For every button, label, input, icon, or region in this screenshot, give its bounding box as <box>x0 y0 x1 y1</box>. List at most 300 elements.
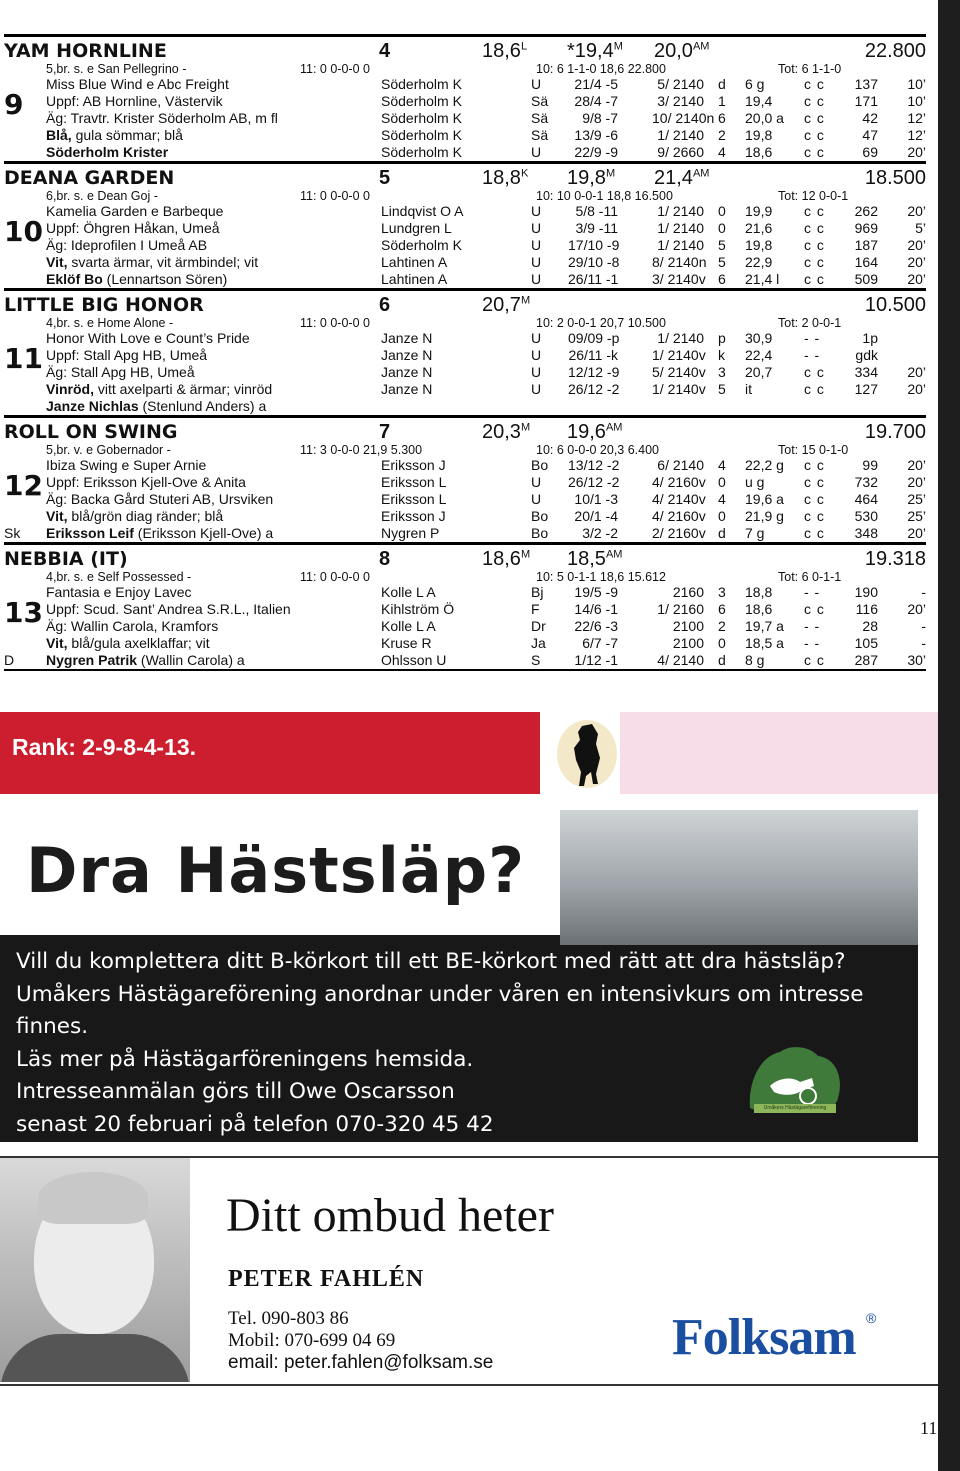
horse-entry <box>4 161 926 288</box>
start-row <box>4 144 926 161</box>
start-date: 29/10 -8 <box>568 254 620 270</box>
hastslap-ad <box>0 810 918 1142</box>
start-time: 19,9 <box>745 203 773 219</box>
start-odds: 42 <box>862 110 878 126</box>
ad-line: Umåkers Hästägareförening anordnar under våren en intensivkurs om intresse finnes. <box>16 981 864 1040</box>
start-shoe-code: c c <box>804 110 825 126</box>
start-date: 1/12 -1 <box>574 652 618 668</box>
rank-box <box>0 712 540 794</box>
stats-year-11: 11: 0 0-0-0 0 <box>300 570 370 584</box>
owner: Äg: Ideprofilen I Umeå AB <box>46 237 208 253</box>
start-driver: Söderholm K <box>381 144 462 160</box>
post-position-number: 9 <box>4 88 24 121</box>
start-row <box>4 398 926 415</box>
start-shoe-code: - - <box>804 584 821 600</box>
start-time: 21,6 <box>745 220 773 236</box>
start-odds: 732 <box>854 474 878 490</box>
start-odds: 116 <box>855 601 878 617</box>
start-distance: 5/ 2140v <box>652 364 706 380</box>
pedigree: Kamelia Garden e Barbeque <box>46 203 224 219</box>
record-1-sup: K <box>520 167 529 180</box>
start-shoe-code: c c <box>804 237 825 253</box>
start-shoe-code: c c <box>804 525 825 541</box>
horse-program-number: 5 <box>379 167 391 189</box>
start-odds: 164 <box>854 254 878 270</box>
stats-total: Tot: 15 0-1-0 <box>778 443 849 457</box>
trainer-name: (Lennartson Sören) <box>102 271 228 287</box>
record-3 <box>654 40 709 63</box>
horse-header <box>4 164 926 189</box>
driver-name: Eriksson Leif <box>46 525 134 541</box>
post-position-number: 11 <box>4 342 43 375</box>
start-distance: 1/ 2140 <box>657 203 704 219</box>
start-driver: Söderholm K <box>381 110 462 126</box>
horse-name: LITTLE BIG HONOR <box>4 294 204 316</box>
start-track: Sä <box>531 127 549 143</box>
start-track: U <box>531 474 542 490</box>
horse-info: 5,br. v. e Gobernador - <box>46 443 171 457</box>
start-shoe-code: c c <box>804 271 825 287</box>
start-odds: 99 <box>862 457 878 473</box>
racing-colors <box>46 381 272 398</box>
start-distance: 1/ 2160 <box>657 601 704 617</box>
start-driver: Eriksson L <box>381 474 447 490</box>
record-2 <box>567 167 615 190</box>
start-track: Bo <box>531 525 549 541</box>
start-distance: 1/ 2140 <box>657 127 704 143</box>
start-date: 26/12 -2 <box>568 474 620 490</box>
record-1-value: 20,3 <box>482 421 521 443</box>
start-placing: 6 <box>718 110 726 126</box>
record-1 <box>482 167 528 190</box>
start-time: 8 g <box>745 652 765 668</box>
start-odds: 464 <box>854 491 878 507</box>
horse-stats-row <box>4 62 926 76</box>
driver <box>46 652 245 669</box>
start-prize: - <box>921 635 926 651</box>
start-driver: Lahtinen A <box>381 271 448 287</box>
start-prize: 20’ <box>907 381 926 397</box>
ombud-ad <box>0 1156 938 1386</box>
start-placing: d <box>718 652 726 668</box>
racing-colors-rest: gula sömmar; blå <box>71 127 183 143</box>
stats-year-10: 10: 10 0-0-1 18,8 16.500 <box>536 189 673 203</box>
record-1-value: 20,7 <box>482 294 521 316</box>
start-placing: 3 <box>718 364 726 380</box>
horse-entry <box>4 34 926 161</box>
racing-colors-rest: blå/gula axelklaffar; vit <box>67 635 210 651</box>
horse-name: ROLL ON SWING <box>4 421 178 443</box>
rank-pink-panel <box>620 712 938 794</box>
record-3-sup: AM <box>692 167 710 180</box>
start-track: U <box>531 330 542 346</box>
start-time: 19,8 <box>745 237 773 253</box>
start-row <box>4 127 926 144</box>
stats-year-11: 11: 0 0-0-0 0 <box>300 62 370 76</box>
start-placing: 5 <box>718 237 726 253</box>
start-time: 30,9 <box>745 330 773 346</box>
breeder: Uppf: AB Hornline, Västervik <box>46 93 223 109</box>
start-prize: - <box>921 584 926 600</box>
start-placing: 2 <box>718 127 726 143</box>
start-prize: 12’ <box>907 127 926 143</box>
start-odds: 334 <box>854 364 878 380</box>
agent-mobile: Mobil: 070-699 04 69 <box>228 1330 396 1351</box>
horse-name: YAM HORNLINE <box>4 40 167 62</box>
start-date: 19/5 -9 <box>574 584 618 600</box>
trailer-photo <box>560 810 918 945</box>
start-odds: 47 <box>862 127 878 143</box>
start-driver: Lindqvist O A <box>381 203 464 219</box>
driver-name: Nygren Patrik <box>46 652 138 668</box>
start-driver: Nygren P <box>381 525 440 541</box>
record-2-value: *19,4 <box>567 40 614 62</box>
racing-colors <box>46 508 223 525</box>
start-date: 6/7 -7 <box>582 635 618 651</box>
start-shoe-code: c c <box>804 491 825 507</box>
horse-prize-money: 19.700 <box>864 421 926 443</box>
pedigree: Miss Blue Wind e Abc Freight <box>46 76 229 92</box>
start-driver: Lundgren L <box>381 220 452 236</box>
start-time: 19,4 <box>745 93 773 109</box>
start-track: U <box>531 271 542 287</box>
start-row <box>4 347 926 364</box>
start-date: 14/6 -1 <box>574 601 618 617</box>
start-shoe-code: - - <box>804 635 821 651</box>
record-1-sup: M <box>520 421 531 434</box>
start-shoe-code: c c <box>804 457 825 473</box>
start-row <box>4 381 926 398</box>
start-odds: 171 <box>854 93 878 109</box>
start-prize: - <box>921 618 926 634</box>
start-prize: 20’ <box>907 474 926 490</box>
start-placing: 5 <box>718 254 726 270</box>
start-prize: 30’ <box>907 652 926 668</box>
start-date: 28/4 -7 <box>574 93 618 109</box>
horse-header <box>4 545 926 570</box>
record-1 <box>482 40 527 63</box>
start-row <box>4 271 926 288</box>
horse-header <box>4 291 926 316</box>
start-time: it <box>745 381 752 397</box>
trainer-name: (Stenlund Anders) a <box>138 398 267 414</box>
start-odds: 69 <box>862 144 878 160</box>
horse-program-number: 6 <box>379 294 391 316</box>
start-odds: 105 <box>854 635 878 651</box>
start-odds: 348 <box>854 525 878 541</box>
start-driver: Janze N <box>381 330 433 346</box>
start-row <box>4 525 926 542</box>
page-number: 11 <box>920 1418 938 1438</box>
racing-colors-rest: vitt axelparti & ärmar; vinröd <box>93 381 273 397</box>
start-shoe-code: c c <box>804 254 825 270</box>
start-prize: 20’ <box>907 364 926 380</box>
start-prize: 20’ <box>907 144 926 160</box>
start-prize: 20’ <box>907 457 926 473</box>
pedigree: Ibiza Swing e Super Arnie <box>46 457 207 473</box>
record-2 <box>567 40 623 63</box>
start-distance: 4/ 2140 <box>657 652 704 668</box>
start-placing: 4 <box>718 457 726 473</box>
racing-colors <box>46 127 183 144</box>
post-position-number: 12 <box>4 469 43 502</box>
start-shoe-code: c c <box>804 203 825 219</box>
stats-year-11: 11: 3 0-0-0 21,9 5.300 <box>300 443 423 457</box>
stats-total: Tot: 12 0-0-1 <box>778 189 849 203</box>
horse-stats-row <box>4 570 926 584</box>
start-placing: 3 <box>718 584 726 600</box>
record-3-sup: AM <box>692 40 710 53</box>
horse-program-number: 7 <box>379 421 391 443</box>
driver-name: Eklöf Bo <box>46 271 103 287</box>
start-prize: 5’ <box>915 220 926 236</box>
record-2-value: 19,8 <box>567 167 606 189</box>
start-placing: 0 <box>718 220 726 236</box>
start-driver: Kolle L A <box>381 618 436 634</box>
start-distance: 1/ 2140 <box>657 330 704 346</box>
start-placing: 4 <box>718 144 726 160</box>
start-driver: Eriksson J <box>381 457 446 473</box>
horse-tag: D <box>4 652 15 668</box>
record-1-sup: L <box>520 40 528 53</box>
start-shoe-code: - - <box>804 347 821 363</box>
horse-icon <box>552 714 622 792</box>
ad-title: Dra Hästsläp? <box>26 834 526 907</box>
start-row <box>4 254 926 271</box>
start-date: 13/12 -2 <box>568 457 620 473</box>
start-prize: 25’ <box>907 508 926 524</box>
start-placing: 0 <box>718 474 726 490</box>
start-row <box>4 457 926 474</box>
start-track: U <box>531 491 542 507</box>
ombud-title: Ditt ombud heter <box>226 1189 554 1242</box>
start-row <box>4 584 926 601</box>
portrait-hair <box>38 1172 148 1224</box>
start-time: u g <box>745 474 765 490</box>
stats-year-10: 10: 5 0-1-1 18,6 15.612 <box>536 570 666 584</box>
start-track: S <box>531 652 541 668</box>
start-distance: 10/ 2140n <box>652 110 715 126</box>
start-shoe-code: c c <box>804 474 825 490</box>
record-1 <box>482 294 530 317</box>
start-driver: Söderholm K <box>381 76 462 92</box>
start-time: 21,9 g <box>745 508 784 524</box>
driver <box>46 144 168 161</box>
rank-text: Rank: 2-9-8-4-13. <box>12 734 197 760</box>
start-date: 22/6 -3 <box>574 618 618 634</box>
start-track: U <box>531 237 542 253</box>
agent-name: PETER FAHLÉN <box>228 1266 425 1292</box>
start-placing: 2 <box>718 618 726 634</box>
horse-info: 5,br. s. e San Pellegrino - <box>46 62 187 76</box>
start-placing: 6 <box>718 271 726 287</box>
start-distance: 5/ 2140 <box>657 76 704 92</box>
start-shoe-code: c c <box>804 220 825 236</box>
pedigree: Honor With Love e Count’s Pride <box>46 330 250 346</box>
record-1-sup: M <box>520 548 531 561</box>
start-time: 22,4 <box>745 347 773 363</box>
start-placing: 6 <box>718 601 726 617</box>
start-track: U <box>531 220 542 236</box>
record-2-value: 18,5 <box>567 548 606 570</box>
start-driver: Eriksson L <box>381 491 447 507</box>
breeder: Uppf: Scud. Sant’ Andrea S.R.L., Italien <box>46 601 291 617</box>
horse-stats-row <box>4 443 926 457</box>
start-date: 20/1 -4 <box>574 508 618 524</box>
start-date: 17/10 -9 <box>568 237 620 253</box>
start-distance: 2100 <box>672 635 704 651</box>
stats-total: Tot: 2 0-0-1 <box>778 316 842 330</box>
start-distance: 1/ 2140v <box>652 347 706 363</box>
folksam-logo: Folksam <box>672 1309 856 1366</box>
start-placing: 1 <box>718 93 726 109</box>
start-time: 18,5 a <box>745 635 784 651</box>
racing-colors-main: Blå, <box>46 127 72 143</box>
start-distance: 1/ 2140v <box>652 381 706 397</box>
horse-tag: Sk <box>4 525 21 541</box>
record-3 <box>654 167 709 190</box>
logo-caption-text: Umåkers Hästägareförening <box>763 1105 827 1111</box>
start-track: Dr <box>531 618 546 634</box>
start-prize: 20’ <box>907 601 926 617</box>
start-date: 26/12 -2 <box>568 381 620 397</box>
start-time: 18,6 <box>745 144 773 160</box>
racing-colors-main: Vit, <box>46 254 68 270</box>
start-time: 22,2 g <box>745 457 784 473</box>
racing-colors-main: Vit, <box>46 635 68 651</box>
start-track: Bj <box>531 584 544 600</box>
start-time: 6 g <box>745 76 765 92</box>
start-distance: 1/ 2140 <box>657 220 704 236</box>
ad-line: Intresseanmälan görs till Owe Oscarsson <box>16 1079 455 1105</box>
record-1-value: 18,6 <box>482 40 521 62</box>
start-shoe-code: - - <box>804 330 821 346</box>
start-date: 21/4 -5 <box>574 76 618 92</box>
start-row <box>4 93 926 110</box>
horse-prize-money: 22.800 <box>864 40 926 62</box>
stats-year-10: 10: 6 0-0-0 20,3 6.400 <box>536 443 660 457</box>
horse-name: DEANA GARDEN <box>4 167 175 189</box>
horse-stats-row <box>4 316 926 330</box>
start-track: U <box>531 76 542 92</box>
start-shoe-code: c c <box>804 652 825 668</box>
driver <box>46 271 227 288</box>
start-odds: 530 <box>854 508 878 524</box>
start-distance: 1/ 2140 <box>657 237 704 253</box>
start-prize: 20’ <box>907 254 926 270</box>
record-2 <box>567 548 622 571</box>
racing-colors <box>46 635 210 652</box>
start-track: Bo <box>531 508 549 524</box>
pedigree: Fantasia e Enjoy Lavec <box>46 584 192 600</box>
start-distance: 2160 <box>672 584 704 600</box>
start-date: 9/8 -7 <box>582 110 618 126</box>
start-distance: 9/ 2660 <box>657 144 704 160</box>
racing-colors-rest: blå/grön diag ränder; blå <box>67 508 224 524</box>
start-date: 12/12 -9 <box>568 364 620 380</box>
horse-program-number: 4 <box>379 40 391 62</box>
start-date: 3/9 -11 <box>575 220 618 236</box>
start-time: 22,9 <box>745 254 773 270</box>
start-row <box>4 220 926 237</box>
start-track: Bo <box>531 457 549 473</box>
start-placing: k <box>718 347 725 363</box>
record-2-sup: AM <box>605 548 623 561</box>
start-shoe-code: c c <box>804 601 825 617</box>
start-distance: 3/ 2140v <box>652 271 706 287</box>
horse-prize-money: 18.500 <box>864 167 926 189</box>
start-track: U <box>531 203 542 219</box>
horse-header <box>4 418 926 443</box>
start-odds: 137 <box>854 76 878 92</box>
owner: Äg: Wallin Carola, Kramfors <box>46 618 219 634</box>
start-row <box>4 635 926 652</box>
start-driver: Ohlsson U <box>381 652 447 668</box>
record-2 <box>567 421 622 444</box>
start-date: 26/11 -1 <box>568 271 619 287</box>
start-driver: Söderholm K <box>381 127 462 143</box>
record-1-value: 18,8 <box>482 167 521 189</box>
start-date: 3/2 -2 <box>582 525 618 541</box>
start-time: 20,0 a <box>745 110 784 126</box>
start-track: U <box>531 144 542 160</box>
start-distance: 6/ 2140 <box>657 457 704 473</box>
start-time: 19,8 <box>745 127 773 143</box>
start-prize: 10’ <box>907 93 926 109</box>
start-date: 22/9 -9 <box>574 144 618 160</box>
start-track: Ja <box>531 635 546 651</box>
record-3-value: 21,4 <box>654 167 693 189</box>
breeder: Uppf: Eriksson Kjell-Ove & Anita <box>46 474 246 490</box>
horse-program-number: 8 <box>379 548 391 570</box>
start-date: 5/8 -11 <box>575 203 618 219</box>
stats-year-10: 10: 2 0-0-1 20,7 10.500 <box>536 316 666 330</box>
start-odds: 190 <box>854 584 878 600</box>
breeder: Uppf: Öhgren Håkan, Umeå <box>46 220 220 236</box>
start-distance: 2/ 2160v <box>652 525 706 541</box>
start-row <box>4 652 926 669</box>
start-distance: 4/ 2140v <box>652 491 706 507</box>
start-time: 18,8 <box>745 584 773 600</box>
start-placing: 5 <box>718 381 726 397</box>
ad-line: Läs mer på Hästägarföreningens hemsida. <box>16 1046 474 1072</box>
horse-info: 6,br. s. e Dean Goj - <box>46 189 158 203</box>
start-driver: Eriksson J <box>381 508 446 524</box>
record-2-sup: M <box>613 40 623 53</box>
post-position-number: 10 <box>4 215 43 248</box>
start-distance: 2100 <box>672 618 704 634</box>
start-odds: 187 <box>854 237 878 253</box>
start-prize: 20’ <box>907 525 926 541</box>
start-time: 19,6 a <box>745 491 784 507</box>
start-shoe-code: c c <box>804 381 825 397</box>
record-2-sup: AM <box>605 421 623 434</box>
horse-info: 4,br. s. e Self Possessed - <box>46 570 192 584</box>
rank-panel <box>0 712 938 794</box>
start-time: 19,7 a <box>745 618 784 634</box>
racing-colors-main: Vinröd, <box>46 381 94 397</box>
race-program <box>4 34 926 671</box>
start-shoe-code: c c <box>804 144 825 160</box>
start-distance: 8/ 2140n <box>652 254 707 270</box>
stats-year-11: 11: 0 0-0-0 0 <box>300 316 370 330</box>
racing-colors <box>46 254 258 271</box>
start-time: 20,7 <box>745 364 773 380</box>
record-2-sup: M <box>605 167 616 180</box>
start-row <box>4 203 926 220</box>
agent-tel: Tel. 090-803 86 <box>228 1308 349 1329</box>
start-odds: 28 <box>862 618 878 634</box>
